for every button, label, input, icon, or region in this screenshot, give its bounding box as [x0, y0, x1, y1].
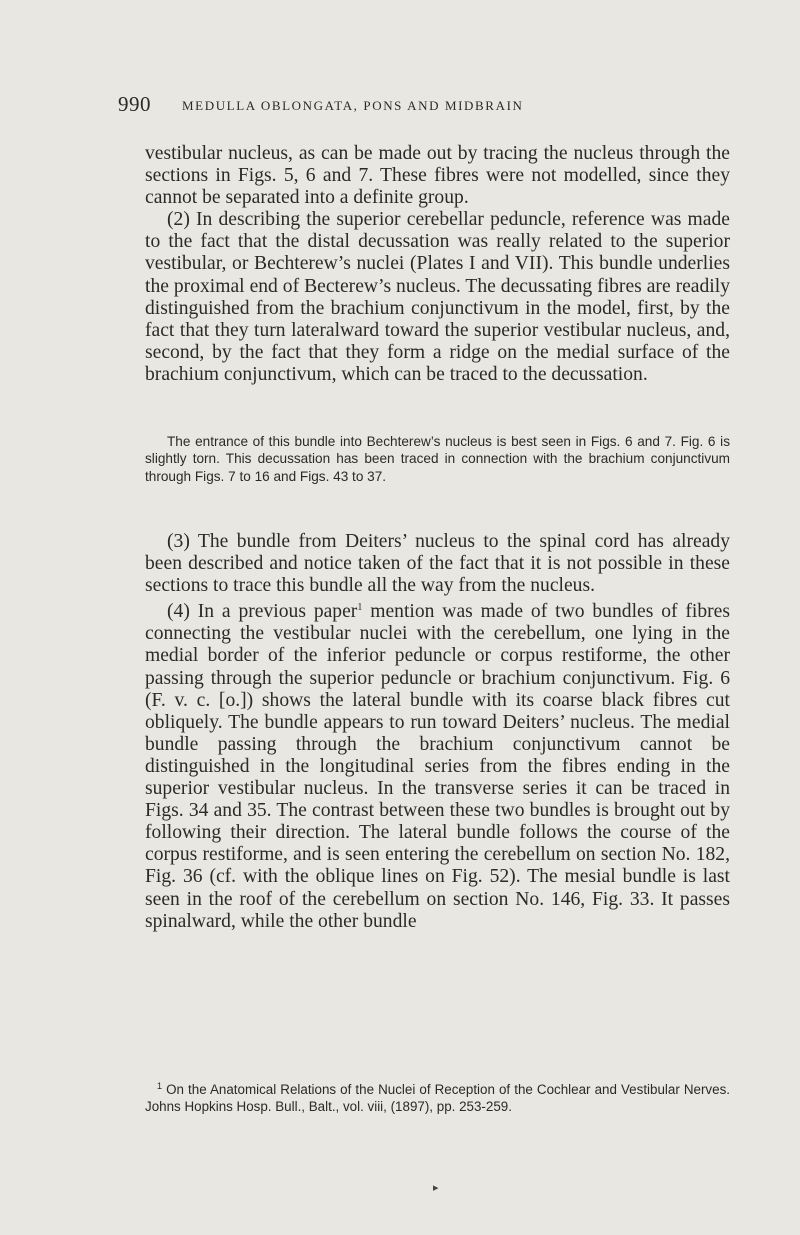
paragraph-4-body: mention was made of two bundles of fibres connecting the vestibular nuclei with the cerebellum, one lying in the medial border of the inferior peduncle or corpus restiforme, the other passing through the superior peduncle or brachium conjunctivum. Fig. 6 (F. v. c. [o.]) shows the lateral bundle with its coarse black fibres cut obliquely. The bundle appears to run toward Deiters’ nucleus. The medial bundle passing through the brachium conjunctivum cannot be distinguished in the longitudinal series from the fibres ending in the superior vestibular nucleus. In the transverse series it can be traced in Figs. 34 and 35. The contrast between these two bundles is brought out by following their direction. The lateral bundle follows the course of the corpus restiforme, and is seen entering the cerebellum on section No. 182, Fig. 36 (cf. with the oblique lines on Fig. 52). The mesial bundle is last seen in the roof of the cerebellum on section No. 146, Fig. 33. It passes spinalward, while the other bundle [145, 601, 731, 932]
small-print-note [145, 433, 730, 485]
stray-print-mark: ▸ [433, 1182, 439, 1194]
page-number: 990 [118, 92, 151, 116]
paragraph-3: (3) The bundle from Deiters’ nucleus to the spinal cord has already been described and notice taken of the fact that it is not possible in these sections to trace this bundle all the way from the nucleus. [145, 531, 730, 597]
body-text-bottom [145, 531, 730, 933]
body-text-top [145, 143, 730, 386]
footnote-reference: 1 [357, 602, 363, 614]
paragraph-continuation: vestibular nucleus, as can be made out by tracing the nucleus through the sections in Figs. 5, 6 and 7. These fibres were not modelled, since they cannot be separated into a definite group. [145, 143, 730, 209]
footnote-body: On the Anatomical Relations of the Nuclei of Reception of the Cochlear and Vestibular Nerves. Johns Hopkins Hosp. Bull., Balt., vol. viii, (1897), pp. 253-259. [145, 1082, 730, 1115]
paragraph-4 [145, 597, 730, 932]
footnote [145, 1078, 730, 1115]
paragraph-4-lead: (4) In a previous paper [167, 601, 358, 623]
footnote-marker: 1 [157, 1081, 163, 1091]
page-header [118, 92, 726, 118]
running-head: MEDULLA OBLONGATA, PONS AND MIDBRAIN [182, 98, 524, 113]
paragraph-2: (2) In describing the superior cerebellar peduncle, reference was made to the fact that the distal decussation was really related to the superior vestibular, or Bechterew’s nuclei (Plates I and VII). This bundle underlies the proximal end of Becterew’s nucleus. The decussating fibres are readily distinguished from the brachium conjunctivum in the model, first, by the fact that they turn lateralward toward the superior vestibular nucleus, and, second, by the fact that they form a ridge on the medial surface of the brachium conjunctivum, which can be traced to the decussation. [145, 209, 730, 385]
small-print-paragraph: The entrance of this bundle into Bechterew’s nucleus is best seen in Figs. 6 and 7. Fig. 6 is slightly torn. This decussation has been traced in connection with the brachium conjunctivum through Figs. 7 to 16 and Figs. 43 to 37. [145, 434, 730, 484]
footnote-text [145, 1078, 730, 1115]
